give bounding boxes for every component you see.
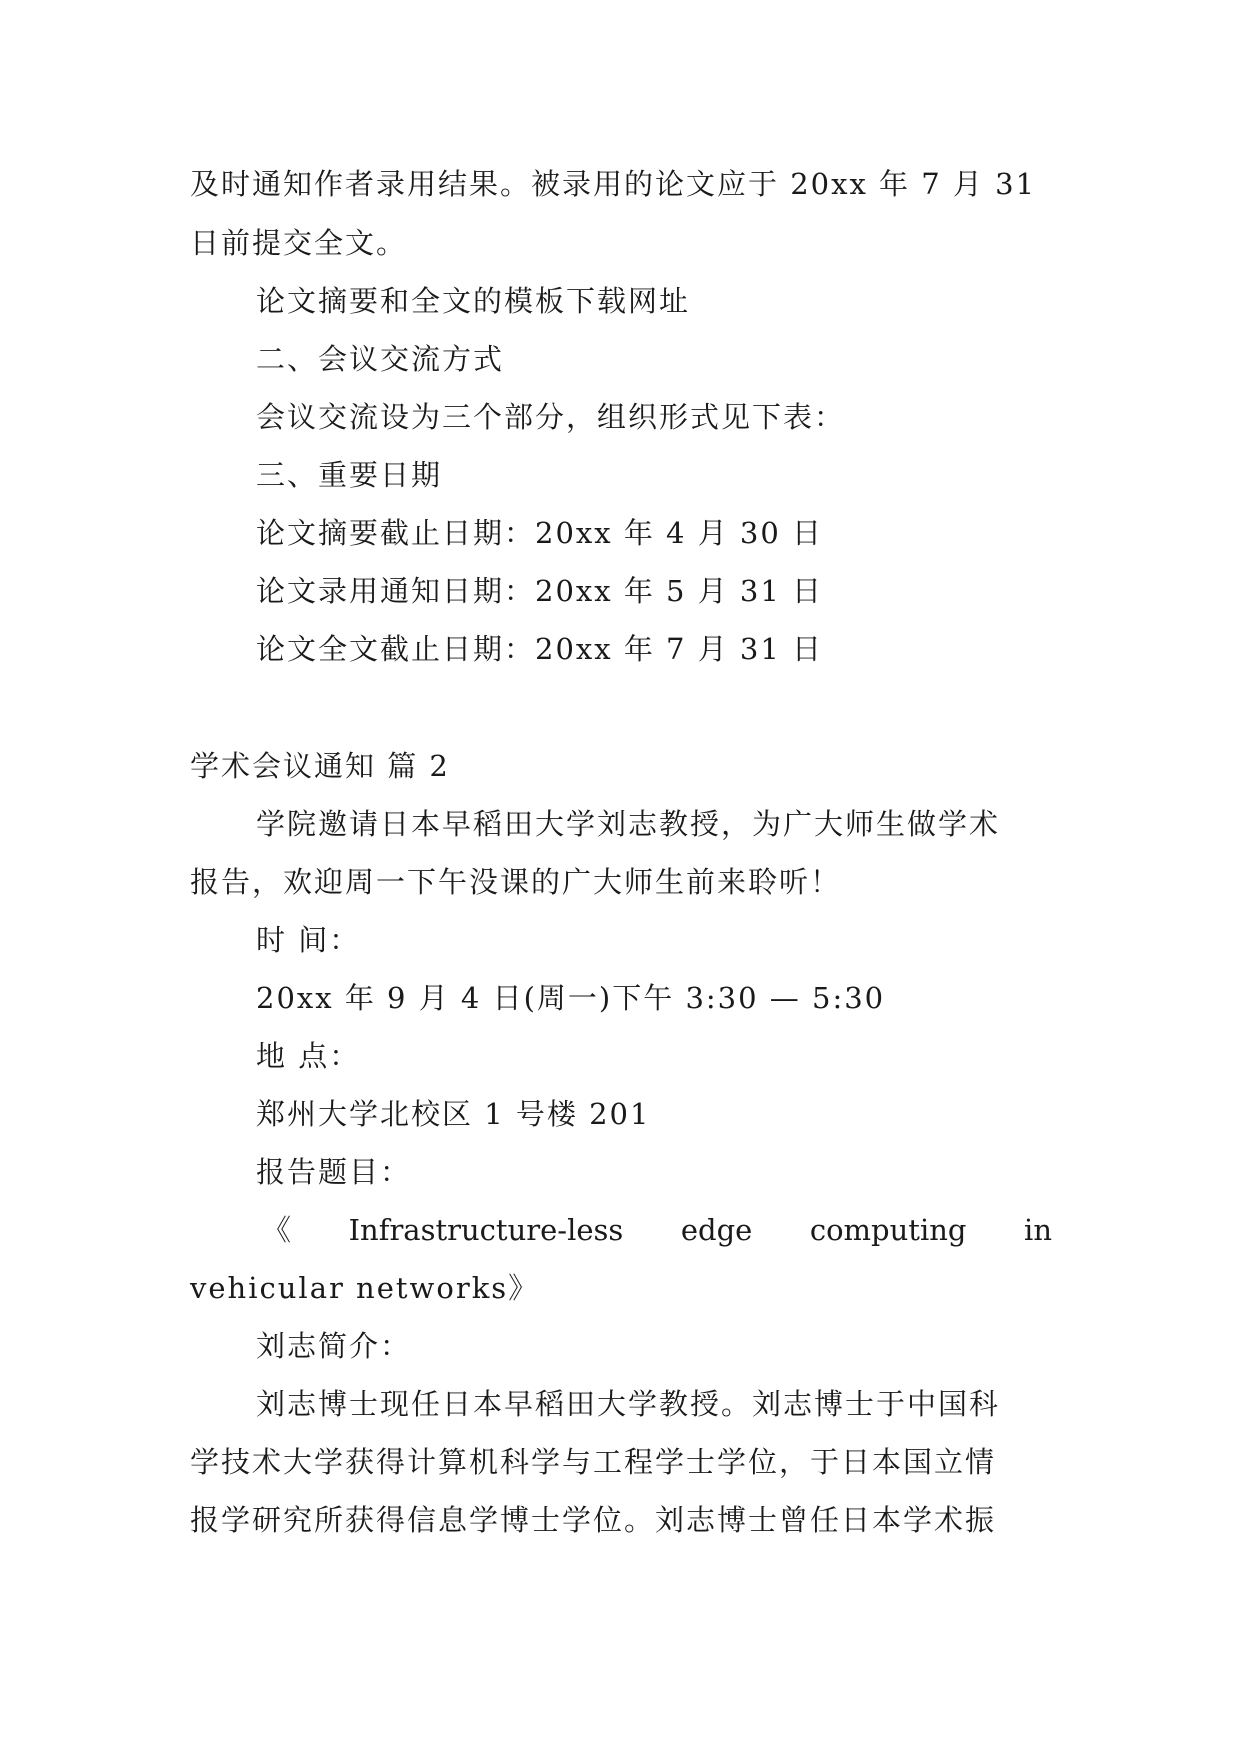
report-title-word: in	[1024, 1213, 1052, 1247]
section-heading: 二、会议交流方式	[256, 342, 505, 376]
location-value: 郑州大学北校区 1 号楼 201	[256, 1097, 651, 1131]
report-title-word: computing	[809, 1213, 967, 1247]
bio-line: 报学研究所获得信息学博士学位。刘志博士曾任日本学术振	[190, 1503, 997, 1537]
bio-line: 刘志博士现任日本早稻田大学教授。刘志博士于中国科	[256, 1387, 1001, 1421]
report-title-word: 《	[262, 1213, 292, 1247]
paragraph-line: 报告，欢迎周一下午没课的广大师生前来聆听！	[190, 865, 842, 899]
time-value: 20xx 年 9 月 4 日(周一)下午 3:30 — 5:30	[256, 981, 886, 1015]
paragraph-line: 会议交流设为三个部分，组织形式见下表：	[256, 400, 846, 434]
report-title-label: 报告题目：	[256, 1155, 412, 1189]
report-title-word: edge	[680, 1213, 753, 1247]
bio-line: 学技术大学获得计算机科学与工程学士学位，于日本国立情	[190, 1445, 997, 1479]
bio-label: 刘志简介：	[256, 1329, 412, 1363]
section-heading: 三、重要日期	[256, 458, 443, 492]
time-label: 时 间：	[256, 923, 361, 957]
report-title-word: Infrastructure-less	[348, 1213, 624, 1247]
report-title-line-end: vehicular networks》	[190, 1271, 540, 1305]
date-line: 论文全文截止日期：20xx 年 7 月 31 日	[256, 632, 824, 666]
article-heading: 学术会议通知 篇 2	[190, 749, 450, 783]
date-line: 论文录用通知日期：20xx 年 5 月 31 日	[256, 574, 824, 608]
report-title-line	[262, 1213, 1052, 1247]
paragraph-line: 论文摘要和全文的模板下载网址	[256, 284, 691, 318]
date-line: 论文摘要截止日期：20xx 年 4 月 30 日	[256, 516, 824, 550]
paragraph-line: 学院邀请日本早稻田大学刘志教授，为广大师生做学术	[256, 807, 1001, 841]
paragraph-line: 及时通知作者录用结果。被录用的论文应于 20xx 年 7 月 31	[190, 167, 1037, 201]
location-label: 地 点：	[256, 1039, 361, 1073]
paragraph-line: 日前提交全文。	[190, 226, 408, 260]
